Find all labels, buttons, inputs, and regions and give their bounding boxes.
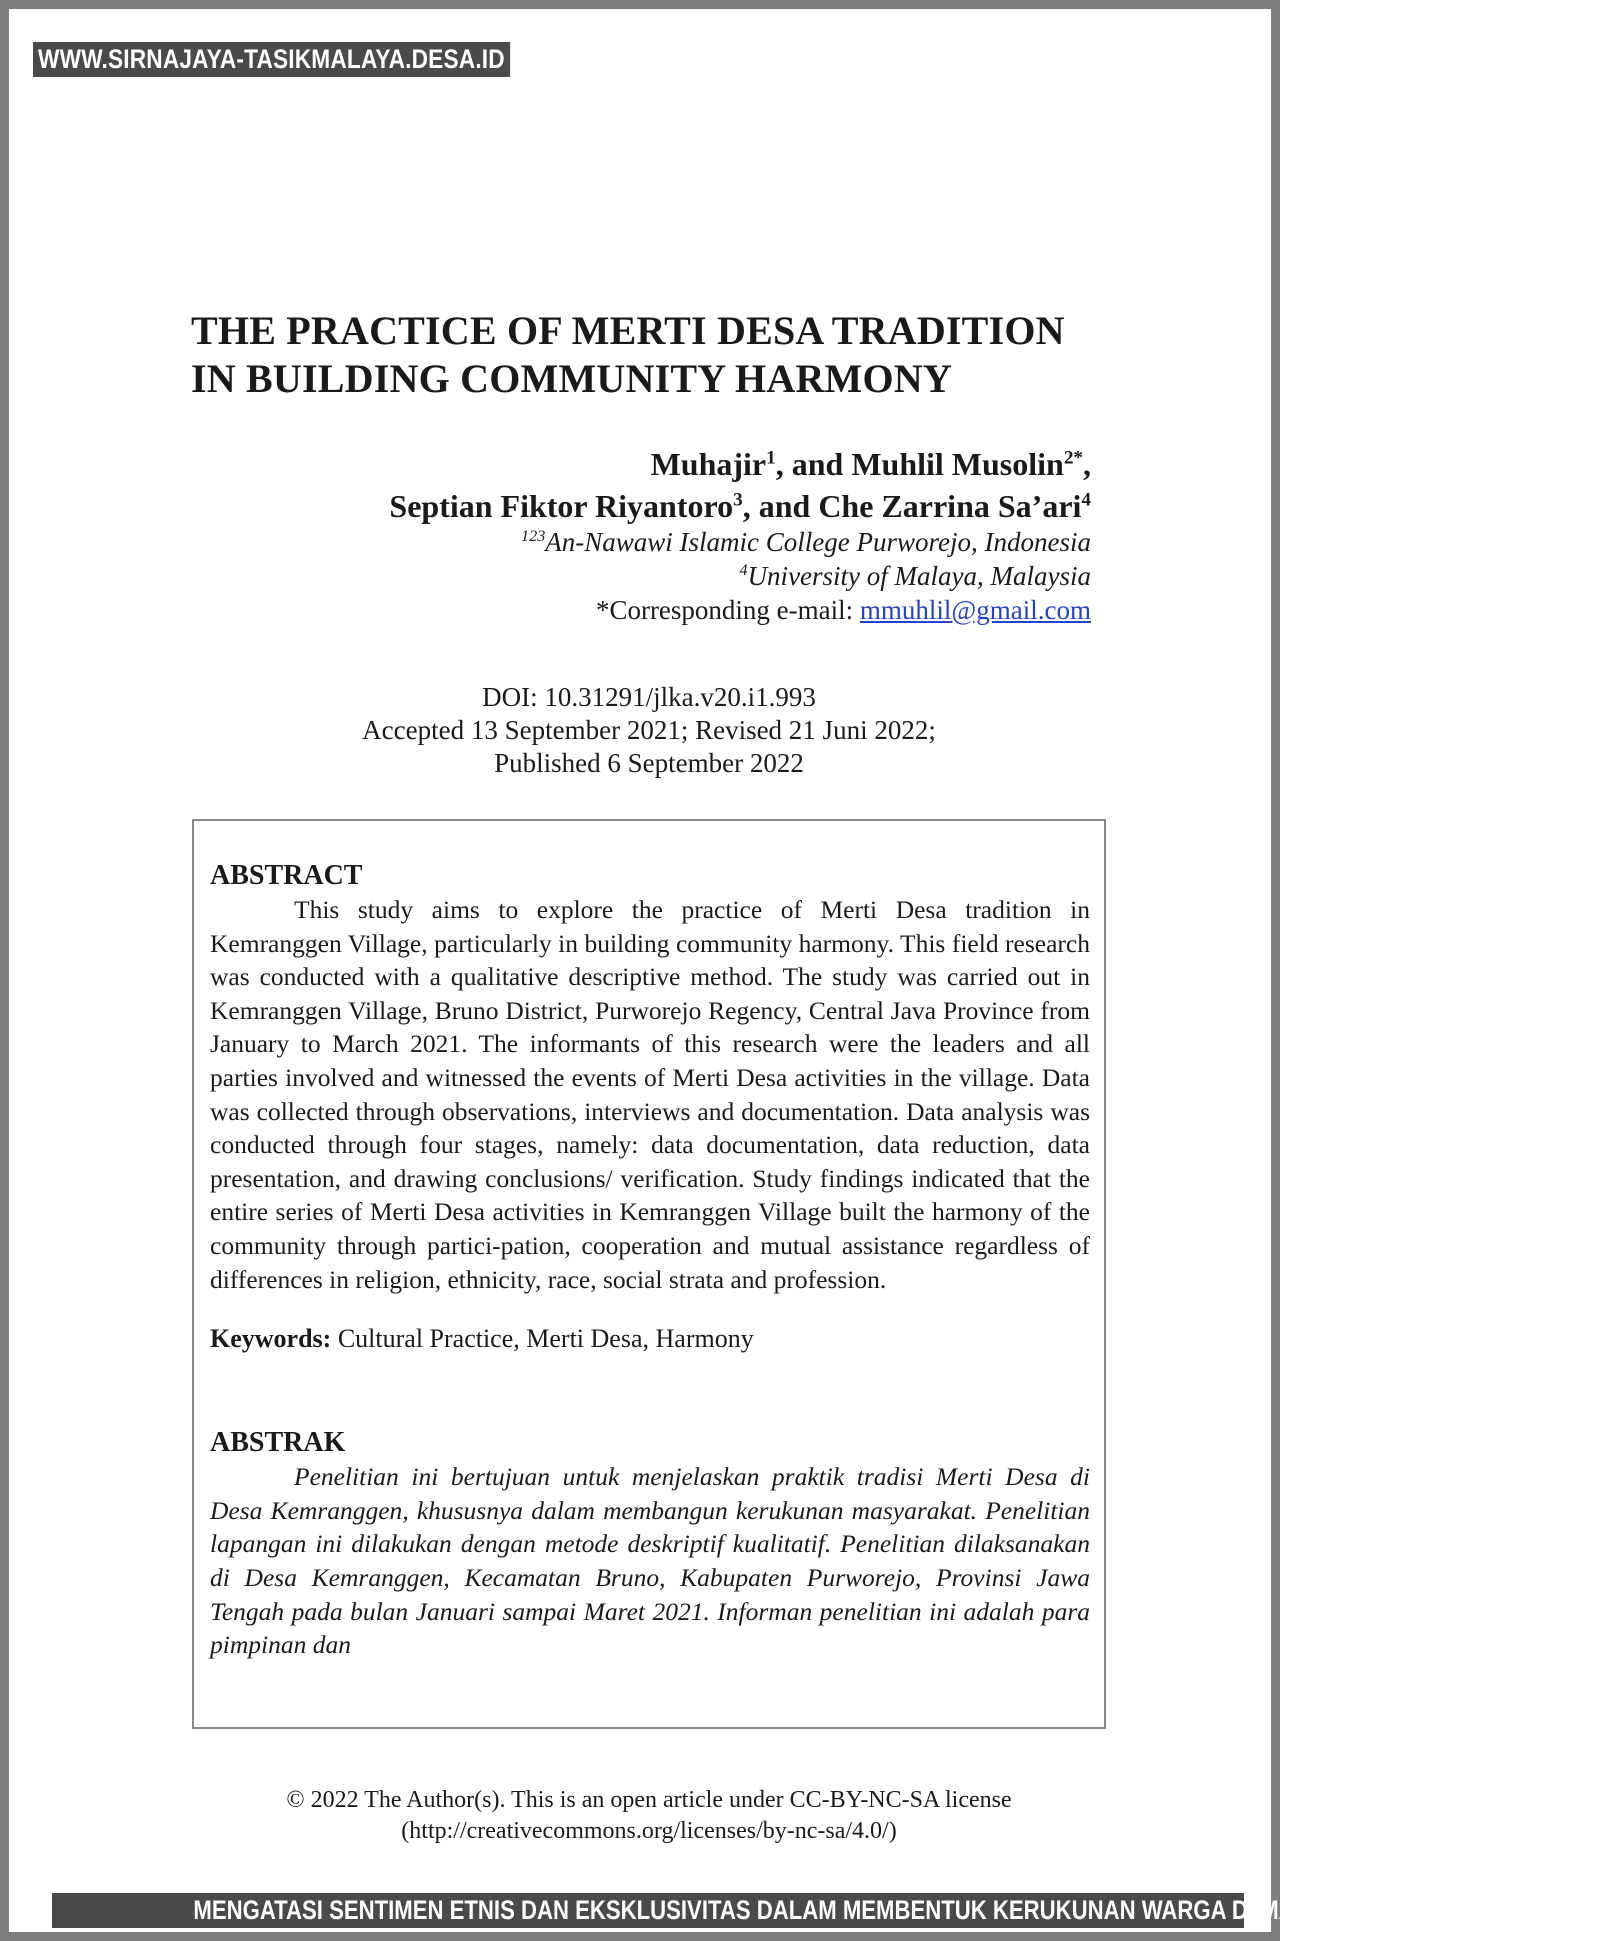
keywords-label: Keywords: bbox=[210, 1324, 332, 1354]
publication-info bbox=[269, 681, 1029, 780]
license-notice bbox=[199, 1785, 1099, 1847]
abstract-text: This study aims to explore the practice of Merti Desa tradition in Kemranggen Village, particularly in building community harmony. This field research was conducted with a qualitative descriptive method. The study was carried out in Kemranggen Village, Bruno District, Purworejo Regency, Central Java Province from January to March 2021. The informants of this research were the leaders and all parties involved and witnessed the events of Merti Desa activities in the village. Data was collected through observations, interviews and documentation. Data analysis was conducted through four stages, namely: data documentation, data reduction, data presentation, and drawing conclusions/ verification. Study findings indicated that the entire series of Merti Desa activities in Kemranggen Village built the harmony of the community through partici-pation, cooperation and mutual assistance regardless of differences in religion, ethnicity, race, social strata and profession. bbox=[210, 895, 1090, 1294]
corresponding-email bbox=[191, 593, 1091, 627]
abstract-content bbox=[210, 859, 1090, 1662]
author-affil-mark: 1 bbox=[766, 447, 776, 469]
paper-title bbox=[191, 307, 1141, 403]
site-watermark: WWW.SIRNAJAYA-TASIKMALAYA.DESA.ID bbox=[33, 42, 510, 77]
affiliations bbox=[191, 525, 1091, 593]
dates-line: Published 6 September 2022 bbox=[494, 748, 804, 778]
keywords-text: Cultural Practice, Merti Desa, Harmony bbox=[331, 1324, 754, 1354]
caption-banner bbox=[52, 1893, 1482, 1928]
author-list bbox=[191, 443, 1091, 527]
affiliation-text: An-Nawawi Islamic College Purworejo, Indonesia bbox=[545, 527, 1091, 557]
license-url: (http://creativecommons.org/licenses/by-nc-sa/4.0/) bbox=[401, 1818, 897, 1844]
author-affil-mark: 2* bbox=[1063, 447, 1083, 469]
author-name: Muhajir bbox=[650, 446, 767, 482]
caption-text: MENGATASI SENTIMEN ETNIS DAN EKSKLUSIVITAS DALAM MEMBENTUK KERUKUNAN WARGA DI MASYARAKAT DESA bbox=[193, 1895, 1482, 1925]
affil-mark: 4 bbox=[739, 561, 748, 579]
title-line: THE PRACTICE OF MERTI DESA TRADITION bbox=[191, 308, 1065, 353]
affiliation-line bbox=[191, 559, 1091, 593]
license-line: © 2022 The Author(s). This is an open article under CC-BY-NC-SA license bbox=[286, 1787, 1012, 1813]
author-line-2 bbox=[191, 485, 1091, 527]
author-affil-mark: 4 bbox=[1081, 489, 1091, 511]
corresponding-label: *Corresponding e-mail: bbox=[595, 595, 860, 625]
doi: DOI: 10.31291/jlka.v20.i1.993 bbox=[482, 682, 816, 712]
email-link[interactable]: mmuhlil@gmail.com bbox=[859, 595, 1091, 625]
abstract-box bbox=[192, 819, 1106, 1729]
abstract-heading: ABSTRACT bbox=[210, 860, 363, 891]
author-name: , and Muhlil Musolin bbox=[775, 446, 1064, 482]
keywords bbox=[210, 1322, 1090, 1356]
title-line: IN BUILDING COMMUNITY HARMONY bbox=[191, 356, 952, 401]
affiliation-line bbox=[191, 525, 1091, 559]
affil-mark: 123 bbox=[521, 527, 546, 545]
author-line-1 bbox=[191, 443, 1091, 485]
dates-line: Accepted 13 September 2021; Revised 21 Juni 2022; bbox=[362, 715, 936, 745]
author-name: Septian Fiktor Riyantoro bbox=[389, 488, 734, 524]
author-separator: , bbox=[1083, 446, 1091, 482]
author-affil-mark: 3 bbox=[733, 489, 743, 511]
abstrak-heading: ABSTRAK bbox=[210, 1427, 346, 1459]
author-name: , and Che Zarrina Sa’ari bbox=[742, 488, 1082, 524]
affiliation-text: University of Malaya, Malaysia bbox=[747, 561, 1091, 591]
abstrak-text: Penelitian ini bertujuan untuk menjelaskan praktik tradisi Merti Desa di Desa Kemranggen, khususnya dalam membangun kerukunan masyarakat. Penelitian lapangan ini dilakukan dengan metode deskriptif kualitatif. Penelitian dilaksanakan di Desa Kemranggen, Kecamatan Bruno, Kabupaten Purworejo, Provinsi Jawa Tengah pada bulan Januari sampai Maret 2021. Informan penelitian ini adalah para pimpinan dan bbox=[210, 1462, 1090, 1660]
